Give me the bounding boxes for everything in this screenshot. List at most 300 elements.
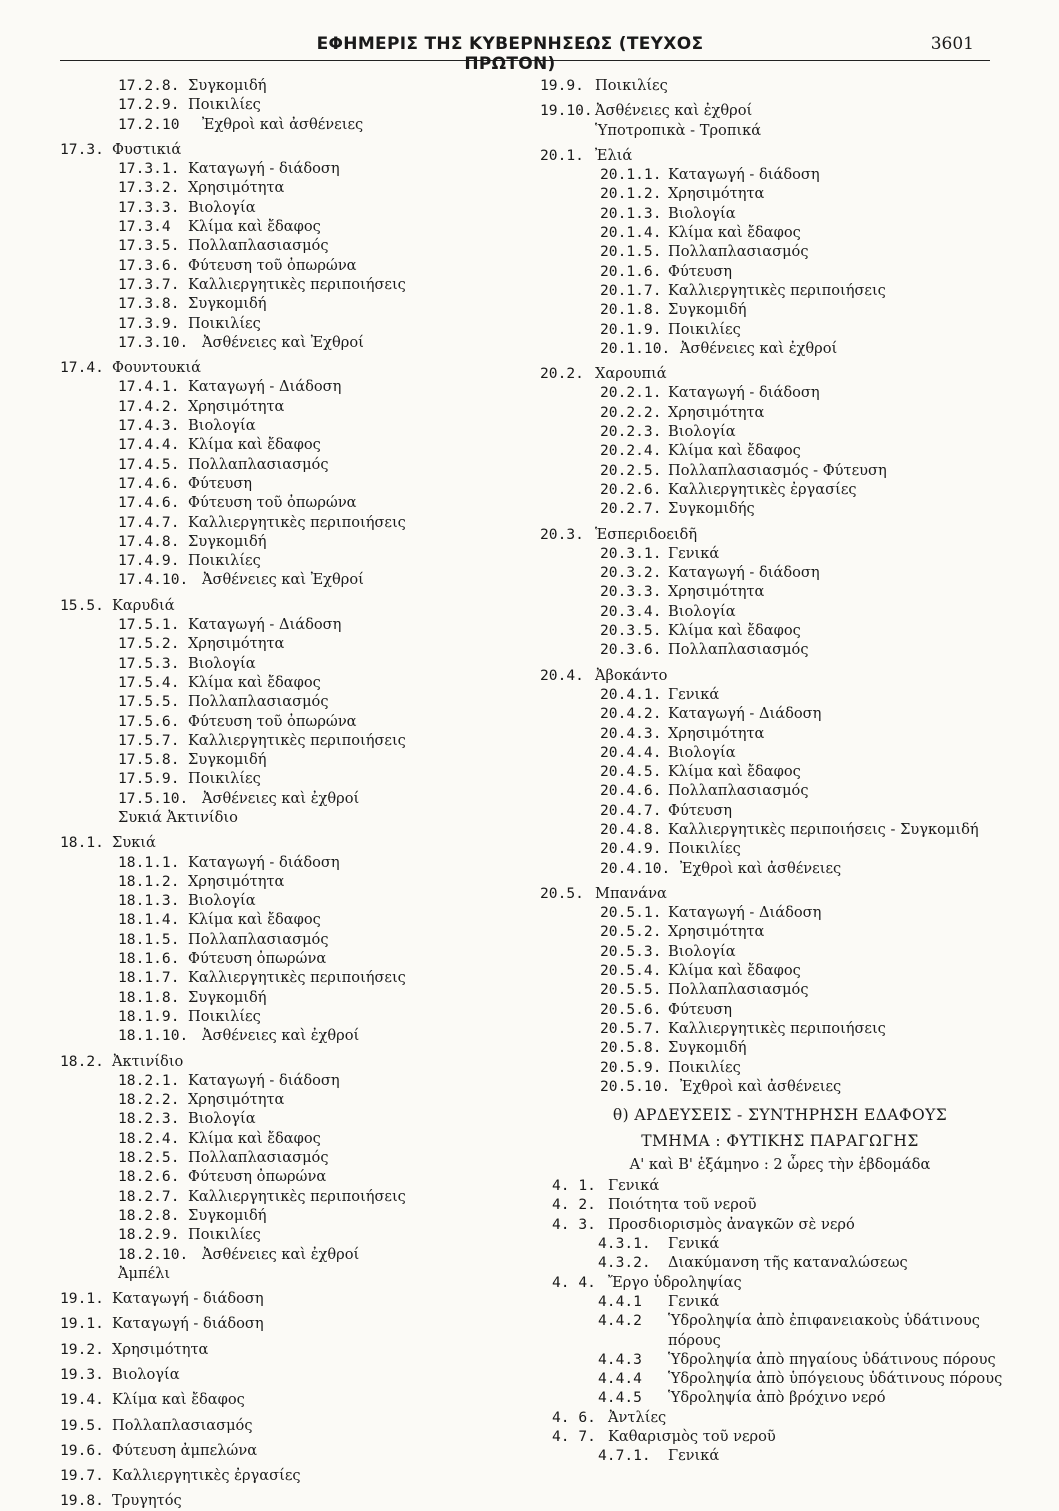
toc-entry [60, 416, 480, 435]
toc-entry-number: 17.4.1. [118, 378, 180, 396]
toc-entry-number: 17.4.9. [118, 552, 180, 570]
syllabus-entry [540, 1408, 1020, 1427]
toc-entry-text: Κλίμα καὶ ἔδαφος [188, 1129, 321, 1147]
toc-entry [540, 121, 1020, 140]
syllabus-entry [540, 1292, 1020, 1311]
syllabus-entry [540, 1350, 1020, 1369]
toc-entry-number: 17.3.1. [118, 160, 180, 178]
toc-entry [540, 781, 1020, 800]
toc-entry-number: 20.1.3. [600, 204, 662, 222]
toc-entry [540, 383, 1020, 402]
toc-entry-text: Φύτευση [668, 1000, 733, 1018]
toc-entry-number: 18.1.7. [118, 969, 180, 987]
toc-entry-text: Καταγωγή - διάδοση [668, 564, 820, 582]
toc-entry-number: 20.4.10. [600, 859, 671, 877]
toc-entry-number: 20.2.6. [600, 480, 662, 498]
toc-entry-number: 17.5.4. [118, 673, 180, 691]
toc-entry-number: 17.4.5. [118, 455, 180, 473]
toc-entry-number: 17.2.9. [118, 96, 180, 114]
toc-entry [540, 461, 1020, 480]
toc-entry-text: Καταγωγή - διάδοση [668, 166, 820, 184]
left-column [60, 76, 480, 1511]
toc-entry [540, 1077, 1020, 1096]
toc-entry [60, 1225, 480, 1244]
toc-entry-text: Ἀμπέλι [118, 1264, 171, 1282]
syllabus-entry-number: 4. 3. [552, 1215, 596, 1233]
toc-entry-number: 17.3.4 [118, 218, 171, 236]
toc-entry-number: 20.4.5. [600, 763, 662, 781]
toc-entry-text: Συγκομιδή [188, 77, 267, 94]
toc-entry [60, 1187, 480, 1206]
toc-entry-text: Χρησιμότητα [188, 635, 285, 653]
toc-entry-number: 17.3.3. [118, 198, 180, 216]
toc-entry [60, 750, 480, 769]
toc-entry [540, 146, 1020, 165]
toc-entry [540, 942, 1020, 961]
toc-entry [540, 184, 1020, 203]
toc-entry-text: Συγκομιδή [668, 1039, 747, 1057]
toc-entry [60, 872, 480, 891]
toc-entry [540, 839, 1020, 858]
toc-entry [60, 1390, 480, 1409]
syllabus-entry [540, 1427, 1020, 1446]
toc-entry-text: Καταγωγή - Διάδοση [188, 378, 342, 396]
toc-entry-number: 17.3.10. [118, 333, 189, 351]
toc-entry [540, 762, 1020, 781]
syllabus-entry-number: 4.4.1 [598, 1292, 642, 1310]
toc-entry [60, 1466, 480, 1485]
toc-entry-number: 20.1.2. [600, 185, 662, 203]
toc-entry-text: Ἀσθένειες καὶ Ἐχθροί [202, 571, 364, 589]
toc-entry [60, 178, 480, 197]
toc-entry [540, 922, 1020, 941]
syllabus-entry-number: 4.4.5 [598, 1389, 642, 1407]
toc-entry-number: 20.2.1. [600, 384, 662, 402]
toc-entry-number: 18.2.8. [118, 1206, 180, 1224]
toc-entry-number: 17.5.2. [118, 635, 180, 653]
toc-entry-number: 20.1.10. [600, 339, 671, 357]
toc-entry [540, 820, 1020, 839]
toc-entry-text: Συγκομιδή [668, 301, 747, 319]
toc-entry-text: Ἀσθένειες καὶ ἐχθροί [680, 339, 838, 357]
toc-entry-text: Φυστικιά [112, 140, 182, 158]
toc-entry-number: 17.4. [60, 359, 104, 377]
toc-entry-text: Ἀσθένειες καὶ ἐχθροί [595, 102, 753, 120]
toc-entry [540, 422, 1020, 441]
toc-entry [60, 692, 480, 711]
toc-entry-text: Ἀσθένειες καὶ ἐχθροί [202, 1245, 360, 1263]
toc-entry [540, 300, 1020, 319]
toc-entry [60, 95, 480, 114]
toc-entry-text: Χρησιμότητα [188, 179, 285, 197]
toc-entry-text: Κλίμα καὶ ἔδαφος [668, 962, 801, 980]
toc-entry-text: Πολλαπλασιασμός - Φύτευση [668, 461, 887, 479]
right-column [540, 76, 1020, 1466]
toc-entry [540, 621, 1020, 640]
toc-entry [540, 76, 1020, 95]
syllabus-entry [540, 1234, 1020, 1253]
toc-entry-number: 17.4.8. [118, 532, 180, 550]
toc-entry-number: 20.4.1. [600, 685, 662, 703]
toc-entry [60, 968, 480, 987]
toc-entry-text: Φύτευση τοῦ ὀπωρώνα [188, 256, 357, 274]
syllabus-entry-text: Γενικά [608, 1177, 660, 1195]
toc-entry-text: Πολλαπλασιασμός [668, 243, 809, 261]
toc-entry-text: Συγκομιδής [668, 500, 755, 518]
toc-entry-text: Βιολογία [188, 654, 256, 672]
toc-entry-text: Καταγωγή - διάδοση [112, 1315, 264, 1333]
syllabus-entry-number: 4. 7. [552, 1428, 596, 1445]
toc-entry-text: Ποικιλίες [188, 314, 261, 332]
toc-entry-text: Καταγωγή - Διάδοση [668, 904, 822, 922]
toc-entry-text: Φύτευση [188, 474, 253, 492]
toc-entry-text: Κλίμα καὶ ἔδαφος [668, 224, 801, 242]
toc-entry-text: Φύτευση [668, 801, 733, 819]
toc-entry [540, 165, 1020, 184]
toc-entry-number: 20.4.7. [600, 801, 662, 819]
syllabus-entry-number: 4. 4. [552, 1273, 596, 1291]
toc-entry [60, 493, 480, 512]
toc-entry [60, 1026, 480, 1045]
toc-entry-text: Συκιά [112, 834, 156, 852]
toc-entry-number: 20.5.10. [600, 1077, 671, 1095]
toc-entry [60, 1007, 480, 1026]
toc-entry-text: Πολλαπλασιασμός [188, 1149, 329, 1167]
syllabus-entry-text: Προσδιορισμὸς ἀναγκῶν σὲ νερό [608, 1215, 855, 1233]
toc-entry-number: 17.5.3. [118, 654, 180, 672]
toc-entry-number: 17.3.5. [118, 237, 180, 255]
toc-entry-number: 19.4. [60, 1391, 104, 1409]
toc-entry-number: 15.5. [60, 596, 104, 614]
toc-entry-number: 20.5.1. [600, 904, 662, 922]
toc-entry-number: 19.5. [60, 1416, 104, 1434]
toc-entry-number: 20.1.4. [600, 224, 662, 242]
toc-entry [540, 1019, 1020, 1038]
toc-entry-number: 20.2.7. [600, 500, 662, 518]
toc-entry-number: 18.1.2. [118, 872, 180, 890]
toc-entry-text: Καλλιεργητικὲς περιποιήσεις [188, 969, 406, 987]
syllabus-entry-text: Ὑδροληψία ἀπὸ πηγαίους ὑδάτινους πόρους [668, 1350, 996, 1368]
toc-entry-number: 18.2.3. [118, 1110, 180, 1128]
toc-entry-text: Μπανάνα [595, 884, 667, 902]
toc-entry [540, 724, 1020, 743]
toc-entry-text: Ἀσθένειες καὶ ἐχθροί [202, 1027, 360, 1045]
toc-entry-number: 17.4.6. [118, 474, 180, 492]
toc-entry-text: Καλλιεργητικὲς περιποιήσεις [188, 1187, 406, 1205]
toc-entry-number: 20.4.2. [600, 705, 662, 723]
syllabus-entry-text: Διακύμανση τῆς καταναλώσεως [668, 1254, 908, 1272]
toc-entry-text: Ἀσθένειες καὶ ἐχθροί [202, 789, 360, 807]
toc-entry [60, 236, 480, 255]
toc-entry-number: 19.1. [60, 1290, 104, 1308]
toc-entry-number: 20.3.5. [600, 622, 662, 640]
toc-entry-text: Βιολογία [188, 892, 256, 910]
toc-entry [540, 801, 1020, 820]
toc-entry-number: 20.1.5. [600, 243, 662, 261]
toc-entry [60, 833, 480, 852]
toc-entry [60, 1314, 480, 1333]
toc-entry-text: Καλλιεργητικὲς περιποιήσεις [668, 1019, 886, 1037]
toc-entry-text: Ἀκτινίδιο [112, 1052, 184, 1070]
toc-entry [60, 1148, 480, 1167]
toc-entry-text: Βιολογία [668, 423, 736, 441]
toc-entry-number: 20.4.3. [600, 724, 662, 742]
toc-entry-text: Καταγωγή - διάδοση [188, 853, 340, 871]
toc-entry [60, 673, 480, 692]
toc-entry-number: 20.3.1. [600, 544, 662, 562]
toc-entry-number: 20.1.1. [600, 166, 662, 184]
syllabus-entry-number: 4.4.3 [598, 1350, 642, 1368]
toc-entry [60, 294, 480, 313]
toc-entry-number: 20.5. [540, 884, 584, 902]
toc-entry-text: Καλλιεργητικὲς περιποιήσεις [188, 275, 406, 293]
toc-entry [60, 615, 480, 634]
toc-entry [60, 435, 480, 454]
toc-entry [60, 891, 480, 910]
toc-entry [60, 853, 480, 872]
toc-entry-text: Καλλιεργητικὲς ἐργασίες [668, 480, 857, 498]
toc-entry-text: Χρησιμότητα [668, 583, 765, 601]
toc-entry [60, 1264, 480, 1283]
toc-entry [60, 930, 480, 949]
toc-entry [540, 101, 1020, 120]
toc-entry-number: 17.2.10 [118, 115, 180, 133]
toc-entry-text: Φύτευση τοῦ ὀπωρώνα [188, 712, 357, 730]
toc-entry [540, 743, 1020, 762]
toc-entry [540, 640, 1020, 659]
toc-entry-number: 20.2.4. [600, 442, 662, 460]
toc-entry-number: 20.1.7. [600, 281, 662, 299]
toc-entry [540, 403, 1020, 422]
toc-entry [540, 499, 1020, 518]
toc-entry-text: Κλίμα καὶ ἔδαφος [188, 673, 321, 691]
toc-entry [60, 275, 480, 294]
toc-entry [540, 441, 1020, 460]
toc-entry [60, 159, 480, 178]
toc-entry-number: 17.4.7. [118, 513, 180, 531]
syllabus-entry-text: Ὑδροληψία ἀπὸ βρόχινο νερό [668, 1389, 886, 1407]
toc-entry [60, 1052, 480, 1071]
toc-entry [60, 1109, 480, 1128]
toc-entry [60, 513, 480, 532]
toc-entry [60, 769, 480, 788]
toc-entry-number: 17.5.10. [118, 789, 189, 807]
toc-entry [60, 1289, 480, 1308]
toc-entry-number: 20.4.9. [600, 840, 662, 858]
toc-entry-number: 19.7. [60, 1467, 104, 1485]
toc-entry-text: Κλίμα καὶ ἔδαφος [112, 1391, 245, 1409]
toc-entry-text: Ἀβοκάντο [595, 666, 668, 684]
toc-entry [540, 364, 1020, 383]
toc-entry-text: Ποικιλίες [188, 770, 261, 788]
toc-entry-text: Χαρουπιά [595, 365, 667, 383]
syllabus-entry [540, 1388, 1020, 1407]
toc-entry-text: Γενικά [668, 685, 720, 703]
toc-entry [60, 789, 480, 808]
toc-entry-text: Πολλαπλασιασμός [188, 930, 329, 948]
toc-entry-text: Συκιά Ἀκτινίδιο [118, 808, 238, 826]
toc-entry-number: 18.2.4. [118, 1129, 180, 1147]
toc-entry-text: Συγκομιδή [188, 532, 267, 550]
toc-entry-number: 17.5.6. [118, 712, 180, 730]
toc-entry-text: Πολλαπλασιασμός [188, 693, 329, 711]
toc-entry-text: Ποικιλίες [188, 1007, 261, 1025]
syllabus-entry-number: 4.3.1. [598, 1235, 651, 1253]
toc-entry-text: Καλλιεργητικὲς περιποιήσεις [668, 281, 886, 299]
syllabus-entry [540, 1176, 1020, 1195]
toc-entry [540, 544, 1020, 563]
toc-entry [60, 731, 480, 750]
toc-entry [540, 961, 1020, 980]
toc-entry-number: 20.4. [540, 666, 584, 684]
toc-entry-number: 20.5.7. [600, 1019, 662, 1037]
toc-entry-text: Χρησιμότητα [112, 1340, 209, 1358]
toc-entry-text: Συγκομιδή [188, 988, 267, 1006]
toc-entry [60, 217, 480, 236]
toc-entry-text: Καταγωγή - διάδοση [188, 1071, 340, 1089]
toc-entry-text: Πολλαπλασιασμός [112, 1416, 253, 1434]
toc-entry [540, 884, 1020, 903]
toc-entry [60, 198, 480, 217]
toc-entry-text: Ἐχθροὶ καὶ ἀσθένειες [680, 859, 842, 877]
toc-entry-number: 17.5.8. [118, 751, 180, 769]
toc-entry-number: 20.3. [540, 525, 584, 543]
toc-entry-text: Συγκομιδή [188, 751, 267, 769]
toc-entry-text: Βιολογία [668, 204, 736, 222]
toc-entry-number: 19.3. [60, 1366, 104, 1383]
toc-entry-number: 20.5.5. [600, 981, 662, 999]
toc-entry-text: Συγκομιδή [188, 1206, 267, 1224]
toc-entry-text: Φύτευση τοῦ ὀπωρώνα [188, 494, 357, 512]
toc-entry-text: Καλλιεργητικὲς περιποιήσεις [188, 513, 406, 531]
toc-entry-number: 17.5.9. [118, 770, 180, 788]
toc-entry [540, 204, 1020, 223]
toc-entry-text: Χρησιμότητα [668, 185, 765, 203]
toc-entry [540, 704, 1020, 723]
syllabus-entry [540, 1273, 1020, 1292]
toc-entry [540, 223, 1020, 242]
toc-entry [60, 1416, 480, 1435]
toc-entry-text: Χρησιμότητα [668, 403, 765, 421]
toc-entry [60, 1491, 480, 1510]
toc-entry-number: 20.2. [540, 365, 584, 383]
toc-entry-text: Ἐχθροὶ καὶ ἀσθένειες [680, 1077, 842, 1095]
toc-entry-number: 17.4.3. [118, 417, 180, 435]
toc-entry [60, 988, 480, 1007]
toc-entry [60, 76, 480, 95]
toc-entry-text: Κλίμα καὶ ἔδαφος [668, 763, 801, 781]
toc-entry-number: 20.4.6. [600, 782, 662, 800]
toc-entry-number: 18.2.6. [118, 1168, 180, 1186]
syllabus-entry-text: Ἀντλίες [608, 1408, 667, 1426]
schedule-note: Α' καὶ Β' ἑξάμηνο : 2 ὧρες τὴν ἑβδομάδα [629, 1156, 931, 1174]
syllabus-entry-text: Γενικά [668, 1292, 720, 1310]
toc-entry [60, 1365, 480, 1384]
toc-entry [540, 666, 1020, 685]
toc-entry-text: Χρησιμότητα [668, 923, 765, 941]
syllabus-entry [540, 1253, 1020, 1272]
syllabus-entry-number: 4.4.4 [598, 1370, 642, 1388]
toc-entry-text: Τρυγητός [112, 1492, 182, 1510]
toc-entry-number: 20.5.2. [600, 923, 662, 941]
toc-entry-number: 17.3.7. [118, 275, 180, 293]
toc-entry-number: 18.1. [60, 834, 104, 852]
toc-entry-text: Πολλαπλασιασμός [188, 237, 329, 255]
toc-entry [540, 525, 1020, 544]
toc-entry [540, 1000, 1020, 1019]
toc-entry-number: 20.4.8. [600, 820, 662, 838]
toc-entry-number: 20.1. [540, 146, 584, 164]
toc-entry [60, 1167, 480, 1186]
toc-entry [60, 1129, 480, 1148]
syllabus-entry-text: Ὑδροληψία ἀπὸ ὑπόγειους ὑδάτινους πόρους [668, 1370, 1003, 1388]
toc-entry-text: Ἑσπεριδοειδῆ [595, 525, 698, 543]
toc-entry-text: Βιολογία [188, 1110, 256, 1128]
toc-entry-number: 18.1.3. [118, 892, 180, 910]
toc-entry-text: Γενικά [668, 544, 720, 562]
toc-entry-text: Ποικιλίες [668, 1058, 741, 1076]
toc-entry-number: 20.3.2. [600, 564, 662, 582]
toc-entry [60, 1441, 480, 1460]
department-heading: ΤΜΗΜΑ : ΦΥΤΙΚΗΣ ΠΑΡΑΓΩΓΗΣ [641, 1132, 919, 1151]
syllabus-entry-number: 4.4.2 [598, 1312, 642, 1330]
toc-entry-number: 18.2.5. [118, 1149, 180, 1167]
toc-entry-number: 19.10. [540, 102, 593, 120]
toc-entry-number: 18.2.2. [118, 1091, 180, 1109]
toc-entry-text: Βιολογία [668, 602, 736, 620]
toc-entry [60, 256, 480, 275]
toc-entry-text: Πολλαπλασιασμός [668, 641, 809, 659]
toc-entry-number: 18.2.1. [118, 1071, 180, 1089]
toc-entry [540, 602, 1020, 621]
toc-entry-text: Κλίμα καὶ ἔδαφος [668, 442, 801, 460]
page-number: 3601 [930, 34, 974, 54]
toc-entry-number: 18.2. [60, 1052, 104, 1070]
syllabus-entry-number: 4. 6. [552, 1408, 596, 1426]
toc-entry-text: Κλίμα καὶ ἔδαφος [188, 436, 321, 454]
syllabus-entry-number: 4. 1. [552, 1177, 596, 1195]
toc-entry-number: 17.3.9. [118, 314, 180, 332]
toc-entry-text: Πολλαπλασιασμός [188, 455, 329, 473]
toc-entry-number: 18.1.10. [118, 1027, 189, 1045]
toc-entry [540, 980, 1020, 999]
toc-entry [540, 281, 1020, 300]
toc-entry-text: Φύτευση ὀπωρώνα [188, 950, 327, 968]
toc-entry [60, 654, 480, 673]
toc-entry [60, 596, 480, 615]
toc-entry [60, 532, 480, 551]
toc-entry-text: Ποικιλίες [188, 1226, 261, 1244]
toc-entry-number: 17.5.7. [118, 731, 180, 749]
toc-entry-number: 19.2. [60, 1340, 104, 1358]
toc-entry-number: 17.5.1. [118, 616, 180, 634]
toc-entry [60, 140, 480, 159]
toc-entry-number: 19.8. [60, 1492, 104, 1510]
toc-entry [60, 634, 480, 653]
toc-entry-text: Χρησιμότητα [188, 1091, 285, 1109]
toc-entry-number: 20.1.8. [600, 301, 662, 319]
toc-entry-number: 20.1.6. [600, 262, 662, 280]
toc-entry [60, 808, 480, 827]
toc-entry-text: Χρησιμότητα [668, 724, 765, 742]
toc-entry-number: 19.9. [540, 77, 584, 94]
toc-entry-number: 17.3.2. [118, 179, 180, 197]
toc-entry-number: 17.4.2. [118, 397, 180, 415]
toc-entry-text: Ποικιλίες [595, 77, 668, 94]
toc-entry-number: 20.3.4. [600, 602, 662, 620]
toc-entry-text: Καταγωγή - διάδοση [668, 384, 820, 402]
toc-entry [540, 1058, 1020, 1077]
